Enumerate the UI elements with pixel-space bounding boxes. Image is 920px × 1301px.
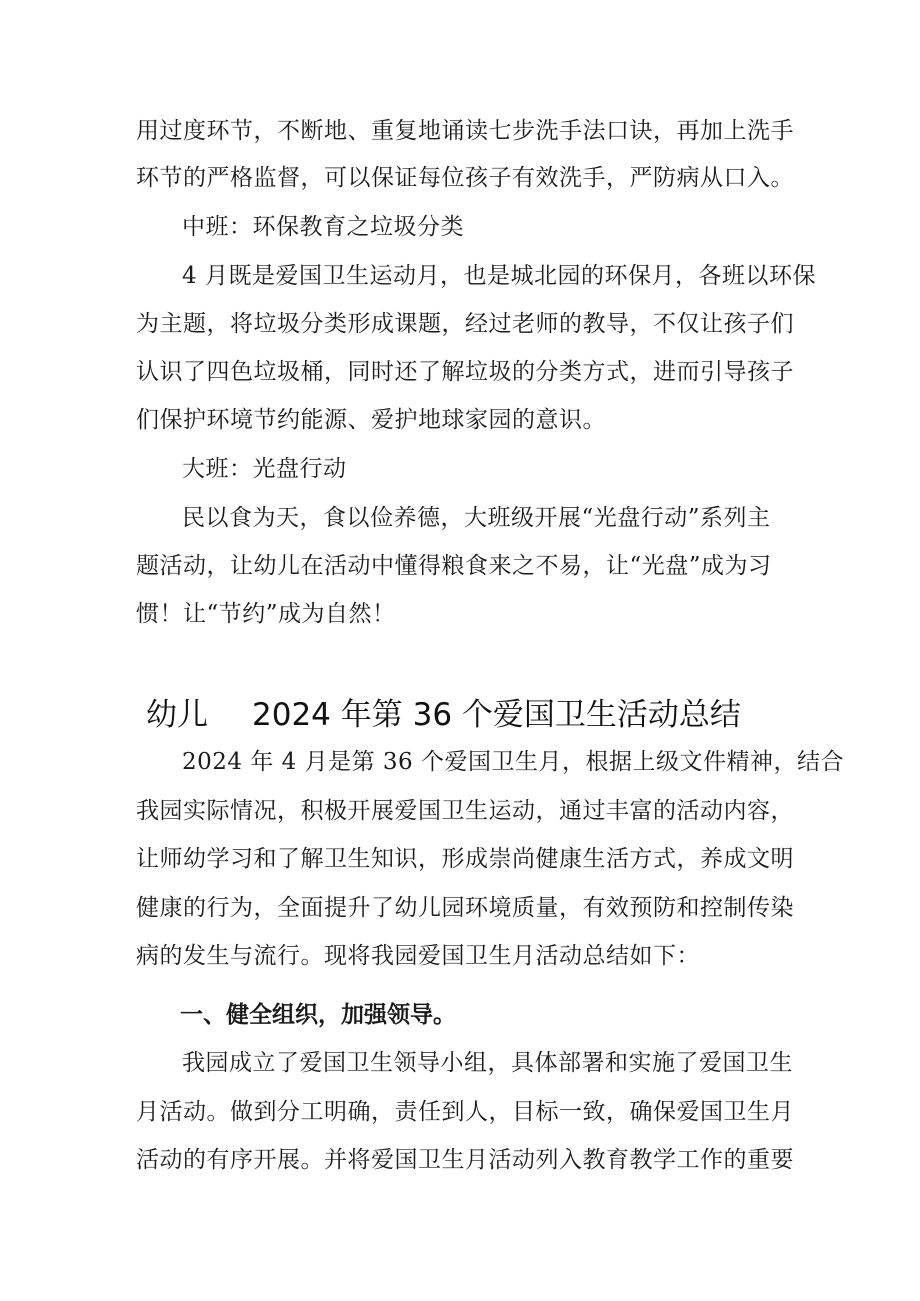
paragraph-line: 健康的行为，全面提升了幼儿园环境质量，有效预防和控制传染	[136, 895, 794, 921]
middle-class-heading: 中班：环保教育之垃圾分类	[182, 214, 464, 240]
paragraph-line: 2024 年 4 月是第 36 个爱国卫生月，根据上级文件精神，结合	[182, 749, 844, 775]
paragraph-line: 们保护环境节约能源、爱护地球家园的意识。	[136, 407, 606, 433]
paragraph-line: 病的发生与流行。现将我园爱国卫生月活动总结如下：	[136, 943, 700, 969]
big-class-heading: 大班：光盘行动	[182, 456, 347, 482]
article-title-main: 2024 年第 36 个爱国卫生活动总结	[252, 697, 741, 733]
paragraph-line: 我园成立了爱国卫生领导小组，具体部署和实施了爱国卫生	[182, 1050, 793, 1076]
article-title	[146, 694, 741, 736]
paragraph-line: 民以食为天，食以俭养德，大班级开展“光盘行动”系列主	[182, 505, 771, 531]
paragraph-line: 惯！让“节约”成为自然！	[136, 601, 396, 627]
paragraph-line: 为主题，将垃圾分类形成课题，经过老师的教导，不仅让孩子们	[136, 311, 794, 337]
article-title-prefix: 幼儿	[146, 697, 208, 733]
paragraph-line: 活动的有序开展。并将爱国卫生月活动列入教育教学工作的重要	[136, 1147, 794, 1173]
paragraph-line: 我园实际情况，积极开展爱国卫生运动，通过丰富的活动内容，	[136, 798, 794, 824]
paragraph-line: 认识了四色垃圾桶，同时还了解垃圾的分类方式，进而引导孩子	[136, 359, 794, 385]
section1-heading: 一、健全组织，加强领导。	[180, 1002, 456, 1028]
paragraph-line: 月活动。做到分工明确，责任到人，目标一致，确保爱国卫生月	[136, 1099, 794, 1125]
paragraph-line: 4 月既是爱国卫生运动月，也是城北园的环保月，各班以环保	[182, 263, 816, 289]
paragraph-line: 让师幼学习和了解卫生知识，形成崇尚健康生活方式，养成文明	[136, 846, 794, 872]
paragraph-line: 题活动，让幼儿在活动中懂得粮食来之不易，让“光盘”成为习	[136, 553, 772, 579]
paragraph-line: 环节的严格监督，可以保证每位孩子有效洗手，严防病从口入。	[136, 165, 794, 191]
paragraph-line: 用过度环节，不断地、重复地诵读七步洗手法口诀，再加上洗手	[136, 118, 794, 144]
